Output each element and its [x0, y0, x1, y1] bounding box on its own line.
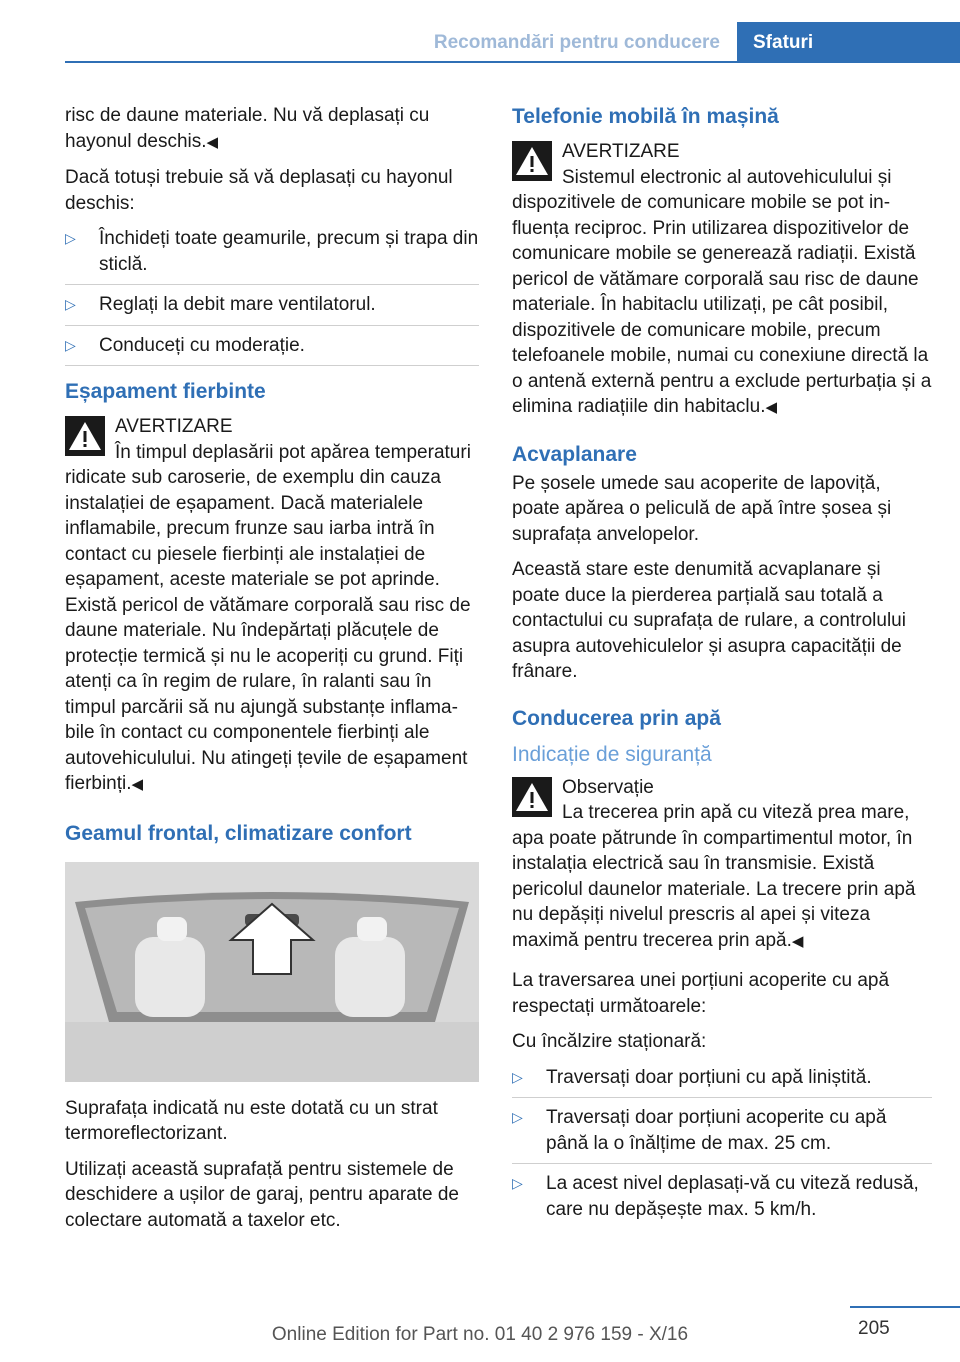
right-column — [512, 103, 932, 1241]
list-item: ▷ Închideți toate geamurile, precum și trapa din sticlă. — [65, 226, 479, 285]
paragraph: Această stare este denumită acvaplanare și poate duce la pierderea parțială sau totală a contactului cu suprafața de rulare, a controlului asupra autovehiculelor și asupra capacității de frânare. — [512, 559, 906, 682]
end-mark: ◀ — [131, 776, 144, 793]
left-column — [65, 103, 479, 1243]
paragraph: risc de daune materiale. Nu vă deplasați cu hayonul deschis.◀ — [65, 105, 430, 152]
triangle-bullet-icon: ▷ — [512, 1068, 523, 1085]
page-number: 205 — [858, 1318, 890, 1339]
end-mark: ◀ — [206, 133, 219, 151]
note-text: La trecerea prin apă cu viteză prea mare, apa poate pătrunde în compartimentul motor, în instalația electrică sau în transmisie. Există pericolul daunelor materiale. La trecere prin apă nu depășiți nivelul prescris al apei și viteza maximă pentru trecerea prin apă.◀ — [512, 802, 916, 951]
paragraph: Dacă totuși trebuie să vă deplasați cu hayonul deschis: — [65, 167, 453, 214]
paragraph: Utilizați această suprafață pentru sistemele de deschidere a ușilor de garaj, pentru aparate de colectare automată a taxelor etc. — [65, 1158, 459, 1231]
note-block — [512, 775, 932, 955]
list-item: ▷ Traversați doar porțiuni acoperite cu apă până la o înălțime de max. 25 cm. — [512, 1105, 932, 1164]
triangle-bullet-icon: ▷ — [65, 296, 76, 312]
heading-phone: Telefonie mobilă în mașină — [512, 105, 779, 128]
heading-exhaust: Eșapament fierbinte — [65, 380, 266, 403]
triangle-bullet-icon: ▷ — [512, 1109, 523, 1125]
heading-water-driving: Conducerea prin apă — [512, 706, 721, 730]
list-item: ▷ Traversați doar porțiuni cu apă liniștită. — [512, 1065, 932, 1099]
header-rule — [65, 61, 960, 63]
bullet-list — [65, 226, 479, 366]
note-label: Observație — [562, 776, 654, 798]
header-chapter-tab: Sfaturi — [737, 22, 960, 63]
footer-edition: Online Edition for Part no. 01 40 2 976 159 - X/16 — [271, 1324, 689, 1345]
end-mark: ◀ — [791, 932, 804, 950]
page-number-rule — [850, 1306, 960, 1308]
warning-icon — [65, 416, 105, 456]
paragraph: Pe șosele umede sau acoperite de lapoviță, poate apărea o peliculă de apă între șosea și suprafața anvelopelor. — [512, 472, 892, 545]
bullet-list — [512, 1065, 932, 1230]
warning-text: Sistemul electronic al autovehiculului și dispozitivele de comunicare mobile se pot influența reciproc. Prin utilizarea dispozitivelor de comunicare mobile se generează radiații. Există pericol de vătămare corporală sau risc de daune materiale. În habitaclu utilizați, pe cât posibil, dispozitivele de comunicare mobile, precum telefoanele mobile, numai cu conexiune directă la o antenă externă pentru a exclude perturbația și a elimina radiațiile din habitaclu.◀ — [512, 166, 932, 417]
header-section-title: Recomandări pentru conducere — [433, 32, 720, 53]
heading-safety-note: Indicație de siguranță — [512, 742, 712, 766]
list-item: ▷ La acest nivel deplasați-vă cu viteză redusă, care nu depășește max. 5 km/h. — [512, 1173, 919, 1220]
end-mark: ◀ — [765, 399, 778, 416]
heading-aquaplaning: Acvaplanare — [512, 442, 637, 466]
warning-label: AVERTIZARE — [562, 141, 680, 162]
warning-icon — [512, 141, 552, 181]
warning-text: În timpul deplasării pot apărea temperaturi ridicate sub caroserie, de exemplu din cauza instalației de eșapament. Dacă materialele inflamabile, precum frunze sau iarba intră în contact cu piesele fierbinți ale instalației de eșapament, aceste materiale se pot aprinde. Există pericol de vătămare corporală sau risc de daune materiale. Nu îndepărtați plăcuțele de protecție termică și nu le acoperiți cu grund. Fiți atenți ca în regim de rulare, în ralanti sau în timpul parcării să nu ajungă substanțe inflamabile în contact cu componentele fierbinți ale autovehiculului. Nu atingeți țevile de eșapament fierbinți.◀ — [65, 441, 471, 794]
heading-windshield: Geamul frontal, climatizare confort — [65, 821, 412, 845]
windshield-photo — [65, 862, 479, 1082]
warning-icon — [512, 777, 552, 817]
warning-block — [65, 414, 479, 798]
triangle-bullet-icon: ▷ — [65, 230, 76, 246]
paragraph: Cu încălzire staționară: — [512, 1031, 707, 1052]
list-item: ▷ Reglați la debit mare ventilatorul. — [65, 292, 479, 326]
list-item: ▷ Conduceți cu moderație. — [65, 333, 479, 367]
triangle-bullet-icon: ▷ — [65, 336, 76, 353]
paragraph: Suprafața indicată nu este dotată cu un strat termoreflectorizant. — [65, 1097, 438, 1144]
warning-block — [512, 139, 932, 421]
warning-label: AVERTIZARE — [115, 416, 233, 437]
paragraph: La traversarea unei porțiuni acoperite cu apă respectați următoarele: — [512, 970, 890, 1017]
triangle-bullet-icon: ▷ — [512, 1175, 523, 1191]
